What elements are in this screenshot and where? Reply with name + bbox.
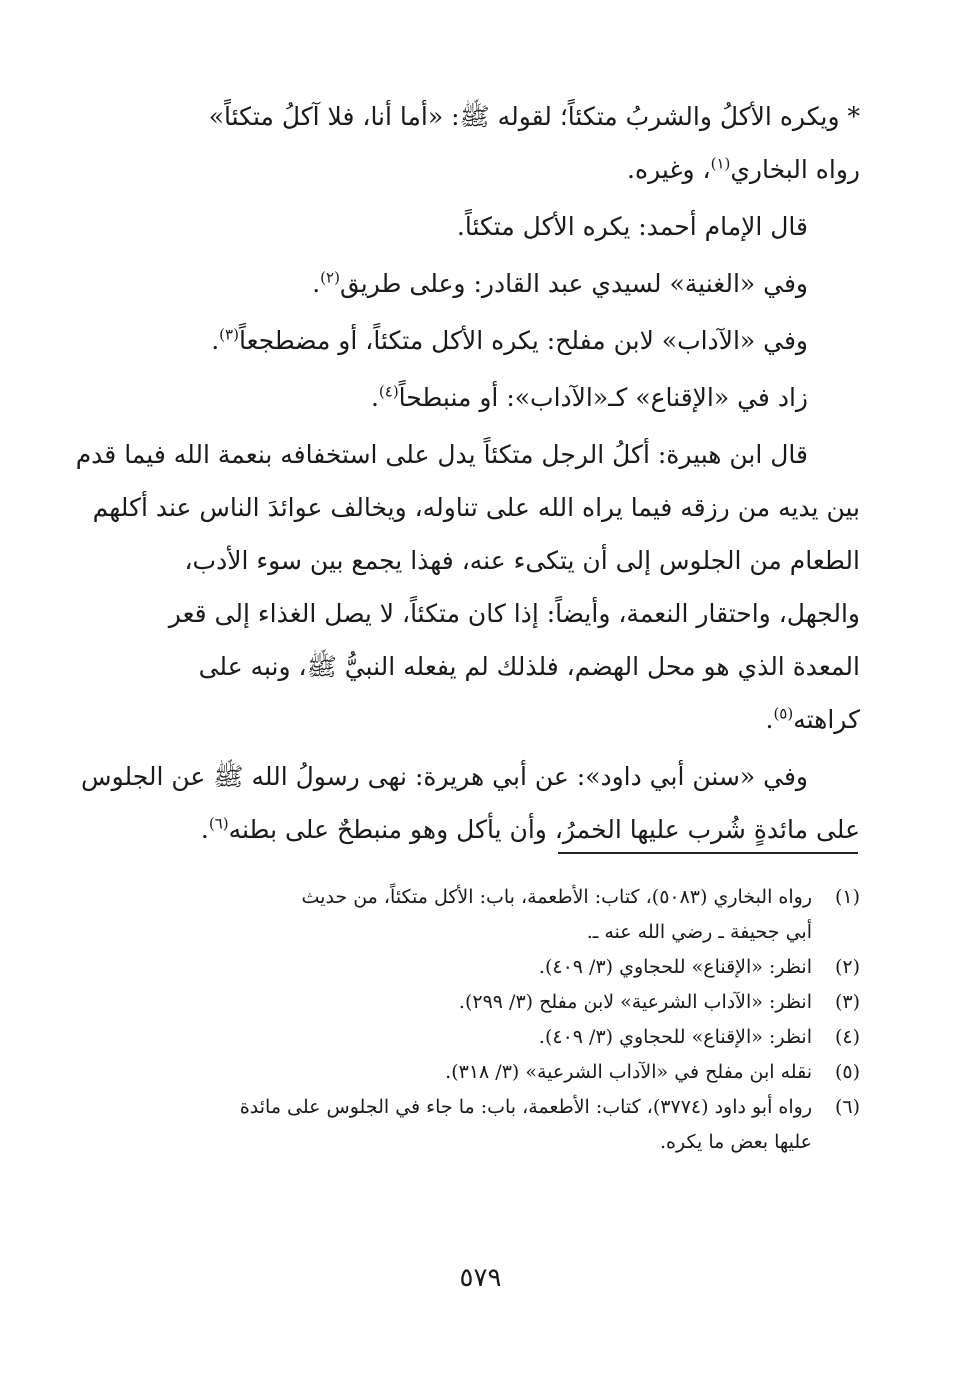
footnote-text <box>130 880 812 950</box>
footnote-ref-4[interactable]: (٤) <box>378 382 399 401</box>
footnote-text <box>130 1055 812 1090</box>
paragraph-6-line-3: الطعام من الجلوس إلى أن يتكىء عنه، فهذا يجمع بين سوء الأدب، <box>184 546 860 575</box>
paragraph-1 <box>130 90 860 196</box>
footnote-number: (٦) <box>834 1096 860 1118</box>
footnote-number: (٥) <box>834 1061 860 1083</box>
footnote-line: انظر: «الإقناع» للحجاوي (٣/ ٤٠٩). <box>538 956 812 978</box>
paragraph-5 <box>130 371 860 424</box>
paragraph-7-line-2 <box>130 803 860 856</box>
footnote-text <box>130 1090 812 1160</box>
page-number: ٥٧٩ <box>459 1263 502 1293</box>
footnote-ref-1[interactable]: (١) <box>710 154 731 173</box>
footnote-2 <box>130 950 860 985</box>
footnote-line: رواه البخاري (٥٠٨٣)، كتاب: الأطعمة، باب: الأكل متكئاً، من حديث <box>301 886 812 908</box>
footnote-ref-3[interactable]: (٣) <box>219 325 239 344</box>
footnote-ref-5[interactable]: (٥) <box>773 704 794 723</box>
footnote-ref-6[interactable]: (٦) <box>208 814 229 833</box>
footnote-5 <box>130 1055 860 1090</box>
footnote-ref-2[interactable]: (٢) <box>320 268 340 287</box>
paragraph-6-line-2: بين يديه من رزقه فيما يراه الله على تناوله، ويخالف عوائدَ الناس عند أكلهم <box>92 493 860 522</box>
paragraph-4-end: . <box>211 326 220 355</box>
footnotes <box>130 880 860 1160</box>
paragraph-1-line-2-text: رواه البخاري <box>730 155 860 184</box>
paragraph-4-text: وفي «الآداب» لابن مفلح: يكره الأكل متكئاً، أو مضطجعاً <box>238 326 808 355</box>
paragraph-2-line-1: قال الإمام أحمد: يكره الأكل متكئاً. <box>456 212 808 241</box>
footnote-text <box>130 985 812 1020</box>
paragraph-6-line-6-text: كراهته <box>793 705 860 734</box>
paragraph-6-line-1: قال ابن هبيرة: أكلُ الرجل متكئاً يدل على استخفافه بنعمة الله فيما قدم <box>75 440 808 469</box>
paragraph-5-line-1 <box>130 371 808 424</box>
footnote-text <box>130 1020 812 1055</box>
footnote-number: (٣) <box>834 991 860 1013</box>
footnote-line: انظر: «الآداب الشرعية» لابن مفلح (٣/ ٢٩٩). <box>458 991 812 1013</box>
paragraph-6-line-6-end: . <box>765 705 774 734</box>
paragraph-4 <box>130 314 860 367</box>
main-body <box>75 90 860 856</box>
paragraph-3-line-1 <box>130 257 808 310</box>
footnote-6 <box>130 1090 860 1160</box>
paragraph-6-line-5: المعدة الذي هو محل الهضم، فلذلك لم يفعله النبيُّ ﷺ، ونبه على <box>198 652 860 681</box>
paragraph-3-text: وفي «الغنية» لسيدي عبد القادر: وعلى طريق <box>339 269 808 298</box>
footnote-text <box>130 950 812 985</box>
paragraph-6-line-4: والجهل، واحتقار النعمة، وأيضاً: إذا كان متكئاً، لا يصل الغذاء إلى قعر <box>168 599 860 628</box>
paragraph-6 <box>75 428 860 746</box>
paragraph-2 <box>130 200 860 253</box>
footnote-line: نقله ابن مفلح في «الآداب الشرعية» (٣/ ٣١٨). <box>445 1061 812 1083</box>
footnote-line: انظر: «الإقناع» للحجاوي (٣/ ٤٠٩). <box>538 1026 812 1048</box>
paragraph-7-line-2-end: . <box>200 815 209 844</box>
footnote-4 <box>130 1020 860 1055</box>
footnote-3 <box>130 985 860 1020</box>
paragraph-1-line-1: * ويكره الأكلُ والشربُ متكئاً؛ لقوله ﷺ: «أما أنا، فلا آكلُ متكئاً» <box>208 102 860 131</box>
footnote-line: عليها بعض ما يكره. <box>660 1131 812 1153</box>
paragraph-5-text: زاد في «الإقناع» كـ«الآداب»: أو منبطحاً <box>398 383 808 412</box>
paragraph-5-end: . <box>370 383 379 412</box>
paragraph-6-line-6 <box>130 693 860 746</box>
footnote-number: (٢) <box>834 956 860 978</box>
footnote-line: رواه أبو داود (٣٧٧٤)، كتاب: الأطعمة، باب: ما جاء في الجلوس على مائدة <box>239 1096 812 1118</box>
paragraph-7 <box>81 750 860 856</box>
paragraph-1-line-2-end: ، وغيره. <box>627 155 711 184</box>
footnote-1 <box>130 880 860 950</box>
footnote-number: (٤) <box>834 1026 860 1048</box>
paragraph-7-line-1: وفي «سنن أبي داود»: عن أبي هريرة: نهى رسولُ الله ﷺ عن الجلوس <box>81 762 808 791</box>
footnote-number: (١) <box>834 886 860 908</box>
paragraph-3 <box>130 257 860 310</box>
paragraph-1-line-2 <box>130 143 860 196</box>
footnote-line: أبي جحيفة ـ رضي الله عنه ـ. <box>586 921 812 943</box>
footnote-separator <box>558 852 858 854</box>
paragraph-4-line-1 <box>130 314 808 367</box>
paragraph-3-end: . <box>312 269 321 298</box>
paragraph-7-line-2-text: على مائدةٍ شُرب عليها الخمرُ، وأن يأكل وهو منبطحٌ على بطنه <box>228 815 860 844</box>
